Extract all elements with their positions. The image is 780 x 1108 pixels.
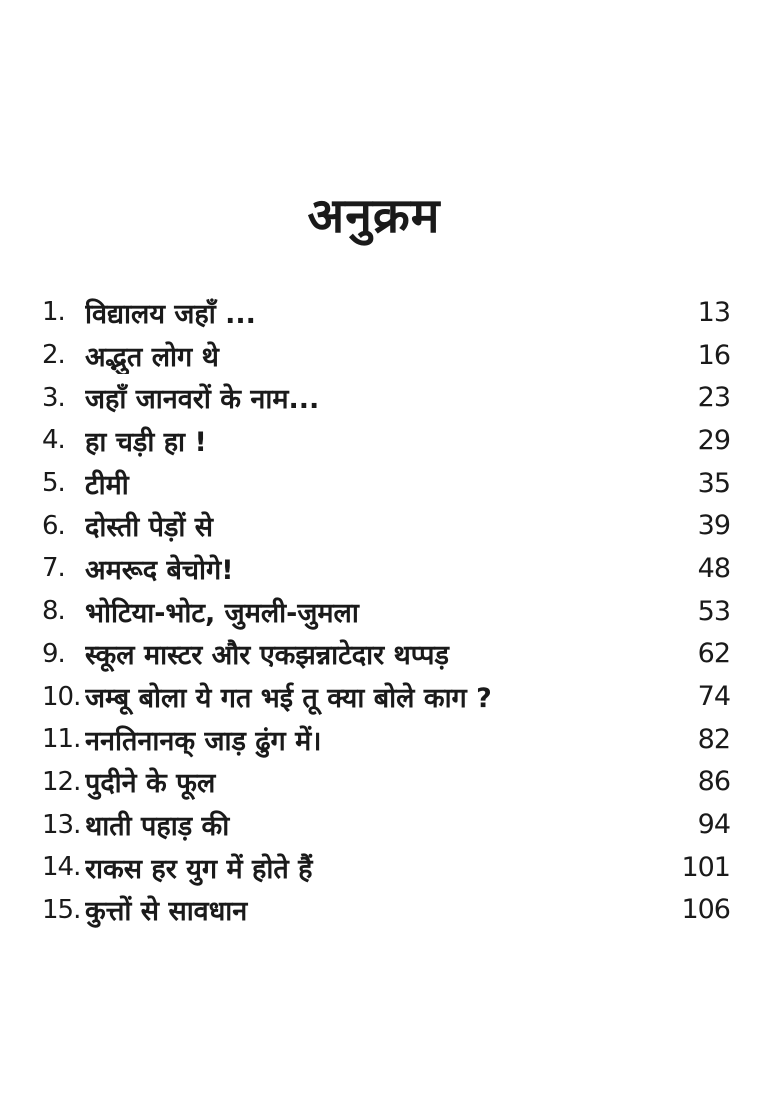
- entry-number: 2.: [42, 340, 65, 371]
- toc-entry: [42, 291, 730, 334]
- entry-number: 14.: [42, 852, 81, 883]
- entry-number: 9.: [42, 638, 65, 669]
- entry-title: स्कूल मास्टर और एकझन्नाटेदार थप्पड़: [85, 640, 449, 672]
- entry-number: 4.: [42, 425, 65, 456]
- entry-title: पुदीने के फूल: [85, 768, 216, 800]
- entry-number: 11.: [42, 724, 81, 755]
- entry-page: 13: [697, 296, 730, 328]
- toc-entry: [42, 547, 730, 590]
- entry-number: 6.: [42, 510, 65, 541]
- entry-number: 3.: [42, 382, 65, 413]
- entry-page: 48: [697, 552, 730, 584]
- toc-entry: [42, 846, 730, 889]
- entry-title: विद्यालय जहाँ ...: [85, 298, 256, 330]
- entry-number: 1.: [42, 297, 65, 328]
- entry-page: 29: [697, 424, 730, 456]
- toc-entry: [42, 761, 730, 804]
- toc-entry: [42, 675, 730, 718]
- entry-page: 53: [697, 595, 730, 627]
- entry-number: 8.: [42, 596, 65, 627]
- entry-page: 74: [697, 681, 730, 713]
- toc-entry: [42, 376, 730, 419]
- entry-title: टीमी: [85, 469, 129, 501]
- toc-entry: [42, 633, 730, 676]
- entry-title: ननतिनानक् जाड़ ढुंग में।: [85, 725, 322, 757]
- entry-page: 82: [697, 723, 730, 755]
- entry-title: भोटिया-भोट, जुमली-जुमला: [85, 597, 359, 629]
- entry-title: अमरूद बेचोगे!: [85, 554, 234, 586]
- entry-title: हा चड़ी हा !: [85, 426, 207, 458]
- entry-page: 16: [697, 339, 730, 371]
- page-title: अनुक्रम: [307, 188, 441, 244]
- toc-entry: [42, 419, 730, 462]
- entry-number: 12.: [42, 766, 81, 797]
- entry-page: 94: [697, 809, 730, 841]
- toc-entry: [42, 590, 730, 633]
- entry-title: अद्भुत लोग थे: [85, 341, 219, 373]
- entry-number: 15.: [42, 894, 81, 925]
- toc-entry: [42, 718, 730, 761]
- entry-number: 5.: [42, 468, 65, 499]
- toc-entry: [42, 462, 730, 505]
- entry-number: 10.: [42, 681, 81, 712]
- entry-title: थाती पहाड़ की: [85, 811, 230, 843]
- toc-list: [42, 291, 730, 931]
- entry-page: 62: [697, 638, 730, 670]
- entry-page: 101: [681, 851, 730, 883]
- entry-number: 13.: [42, 809, 81, 840]
- toc-entry: [42, 334, 730, 377]
- toc-entry: [42, 803, 730, 846]
- entry-title: जम्बू बोला ये गत भई तू क्या बोले काग ?: [85, 683, 492, 715]
- entry-title: राकस हर युग में होते हैं: [85, 853, 313, 885]
- toc-entry: [42, 504, 730, 547]
- entry-title: जहाँ जानवरों के नाम...: [85, 384, 320, 416]
- entry-page: 86: [697, 766, 730, 798]
- entry-number: 7.: [42, 553, 65, 584]
- toc-entry: [42, 889, 730, 932]
- entry-page: 106: [681, 894, 730, 926]
- entry-page: 23: [697, 382, 730, 414]
- entry-title: कुत्तों से सावधान: [85, 896, 248, 928]
- entry-title: दोस्ती पेड़ों से: [85, 512, 214, 544]
- entry-page: 39: [697, 510, 730, 542]
- entry-page: 35: [697, 467, 730, 499]
